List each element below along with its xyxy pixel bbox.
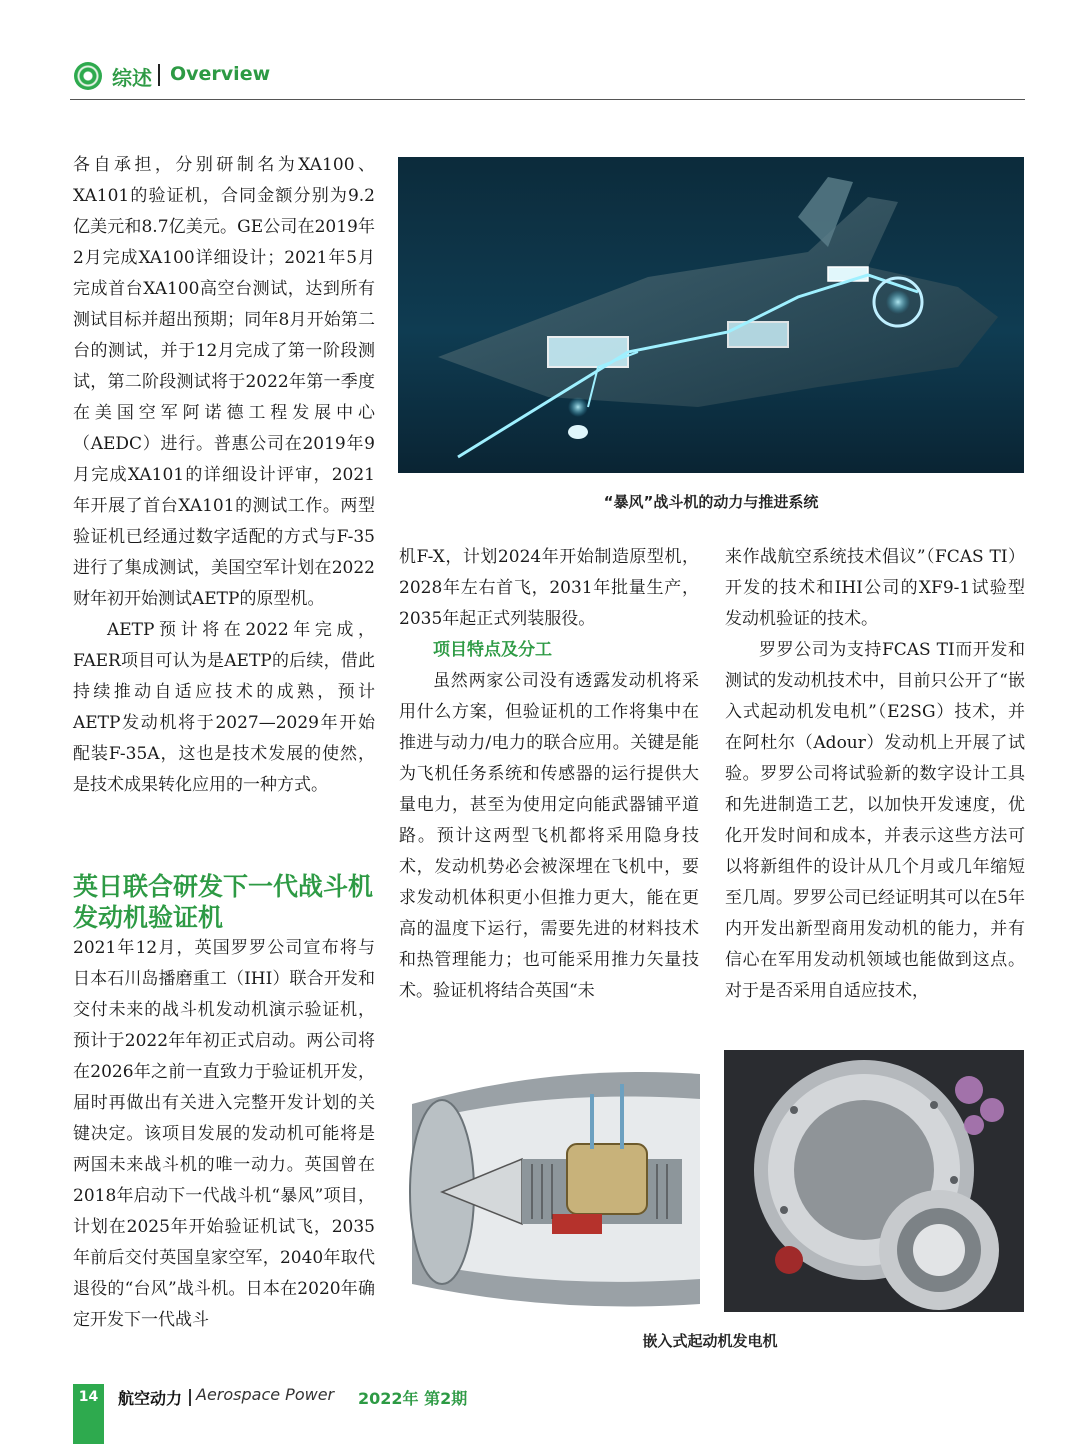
- embedded-starter-generator-image: [724, 1050, 1024, 1312]
- column-1: [73, 150, 375, 801]
- paragraph: 来作战航空系统技术倡议”（FCAS TI）开发的技术和IHI公司的XF9-1试验型发动机验证的技术。: [725, 547, 1025, 629]
- paragraph: 虽然两家公司没有透露发动机将采用什么方案，但验证机的工作将集中在推进与动力/电力的联合应用。关键是能为飞机任务系统和传感器的运行提供大量电力，甚至为使用定向能武器铺平道路。预计这两型飞机都将采用隐身技术，发动机势必会被深埋在飞机中，要求发动机体积更小但推力更大，能在更高的温度下运行，需要先进的材料技术和热管理能力；也可能采用推力矢量技术。验证机将结合英国“未: [399, 671, 699, 1001]
- issue-label: 2022年 第2期: [358, 1389, 468, 1408]
- journal-name-en: Aerospace Power: [196, 1385, 335, 1404]
- engine-cutaway-image: [402, 1064, 700, 1314]
- journal-logo-icon: [74, 62, 102, 90]
- header-divider: [158, 64, 160, 86]
- section-label-cn: 综述: [112, 66, 152, 90]
- paragraph: 机F-X，计划2024年开始制造原型机，2028年左右首飞，2031年批量生产，2035年起正式列装服役。: [399, 547, 699, 629]
- header-rule: [70, 99, 1025, 100]
- footer-divider: [189, 1389, 191, 1406]
- section-heading: 英日联合研发下一代战斗机发动机验证机: [73, 872, 374, 932]
- paragraph: 各自承担，分别研制名为XA100、XA101的验证机，合同金额分别为9.2亿美元和8.7亿美元。GE公司在2019年2月完成XA100详细设计；2021年5月完成首台XA100高空台测试，达到所有测试目标并超出预期；同年8月开始第二台的测试，并于12月完成了第一阶段测试，第二阶段测试将于2022年第一季度在美国空军阿诺德工程发展中心（AEDC）进行。普惠公司在2019年9月完成XA101的详细设计评审，2021年开展了首台XA101的测试工作。两型验证机已经通过数字适配的方式与F-35进行了集成测试，美国空军计划在2022财年初开始测试AETP的原型机。: [73, 155, 375, 609]
- page-number: 14: [78, 1389, 99, 1405]
- section-body: [73, 933, 375, 1336]
- tempest-illustration: [398, 157, 1024, 473]
- figure-caption: “暴风”战斗机的动力与推进系统: [603, 493, 819, 511]
- paragraph: AETP预计将在2022年完成，FAER项目可认为是AETP的后续，借此持续推动自适应技术的成熟，预计AETP发动机将于2027—2029年开始配装F-35A，这也是技术发展的使然，是技术成果转化应用的一种方式。: [73, 620, 375, 795]
- section-label-en: Overview: [170, 63, 271, 85]
- column-3: [725, 542, 1025, 1007]
- journal-name-cn: 航空动力: [118, 1389, 183, 1408]
- page-header: [70, 58, 1025, 100]
- column-2: [399, 542, 699, 1007]
- paragraph: 2021年12月，英国罗罗公司宣布将与日本石川岛播磨重工（IHI）联合开发和交付未来的战斗机发动机演示验证机，预计于2022年年初正式启动。两公司将在2026年之前一直致力于验证机开发，届时再做出有关进入完整开发计划的关键决定。该项目发展的发动机可能将是两国未来战斗机的唯一动力。英国曾在2018年启动下一代战斗机“暴风”项目，计划在2025年开始验证机试飞，2035年前后交付英国皇家空军，2040年取代退役的“台风”战斗机。日本在2020年确定开发下一代战斗: [73, 938, 375, 1330]
- subsection-heading: 项目特点及分工: [433, 640, 552, 660]
- figure-caption: 嵌入式起动机发电机: [642, 1332, 778, 1350]
- paragraph: 罗罗公司为支持FCAS TI而开发和测试的发动机技术中，目前只公开了“嵌入式起动机发电机”（E2SG）技术，并在阿杜尔（Adour）发动机上开展了试验。罗罗公司将试验新的数字设计工具和先进制造工艺，以加快开发速度，优化开发时间和成本，并表示这些方法可以将新组件的设计从几个月或几年缩短至几周。罗罗公司已经证明其可以在5年内开发出新型商用发动机的能力，并有信心在军用发动机领域也能做到这点。对于是否采用自适应技术，: [725, 640, 1025, 1001]
- e2sg-illustration: [724, 1050, 1024, 1312]
- tempest-fighter-image: [398, 157, 1024, 473]
- engine-cutaway-illustration: [402, 1064, 700, 1314]
